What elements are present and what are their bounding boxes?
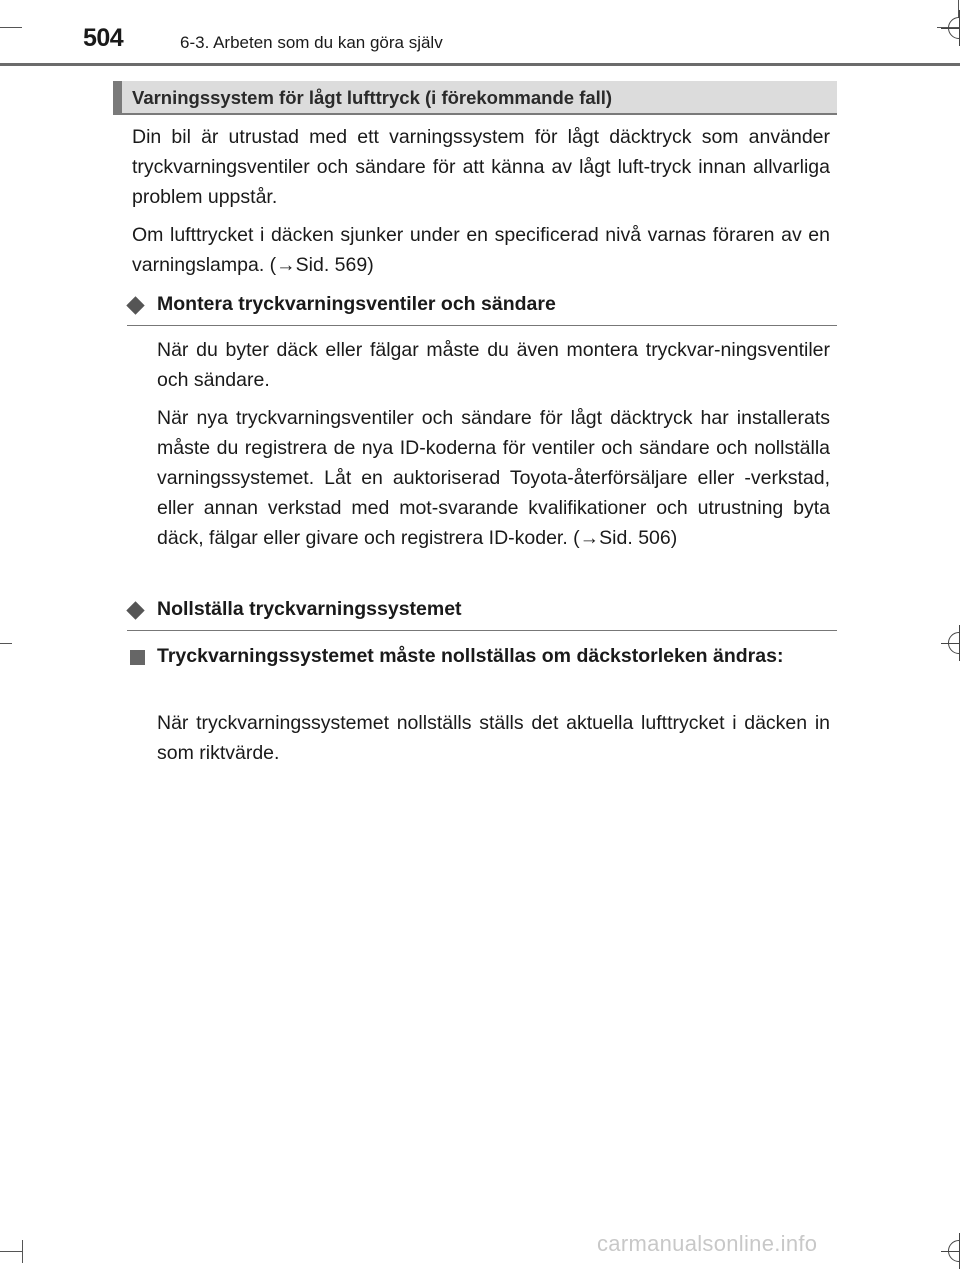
section1-paragraph-1: När du byter däck eller fälgar måste du även montera tryckvar-ningsventiler och sändare. <box>157 339 830 391</box>
bullet-title: Tryckvarningssystemet måste nollställas om däckstorleken ändras: <box>157 645 784 667</box>
section-title-box <box>113 81 837 115</box>
diamond-bullet-icon <box>126 601 144 619</box>
subheading-nollstalla <box>127 598 837 631</box>
section2-paragraph-1: När tryckvarningssystemet nollställs ställs det aktuella lufttrycket i däcken in som riktvärde. <box>157 712 830 764</box>
page-number: 504 <box>83 24 124 52</box>
intro-paragraph-2: Om lufttrycket i däcken sjunker under en specificerad nivå varnas föraren av en varningslampa. (→Sid. 569) <box>132 224 830 276</box>
section1-paragraph-2: När nya tryckvarningsventiler och sändare för lågt däcktryck har installerats måste du registrera de nya ID-koderna för ventiler och sändare och nollställa varningssystemet. Låt en auktoriserad Toyota-återförsäljare eller -verkstad, eller annan verkstad med mot-svarande kvalifikationer och utrustning byta däck, fälgar eller givare och registrera ID-koder. (→Sid. 506) <box>157 407 830 549</box>
crop-mark-bottom-left <box>0 1251 22 1252</box>
crop-mark-mid-left <box>0 643 12 644</box>
subheading-text: Montera tryckvarningsventiler och sändare <box>157 293 556 315</box>
watermark: carmanualsonline.info <box>597 1231 818 1256</box>
diamond-bullet-icon <box>126 296 144 314</box>
section-title: Varningssystem för lågt lufttryck (i förekommande fall) <box>132 87 613 108</box>
header-rule <box>0 63 960 66</box>
registration-mark-bottom <box>948 1240 960 1262</box>
crop-mark-bottom-left-vertical <box>22 1240 23 1263</box>
subheading-text: Nollställa tryckvarningssystemet <box>157 598 462 620</box>
subheading-montera <box>127 293 837 326</box>
intro-paragraph-1: Din bil är utrustad med ett varningssystem för lågt däcktryck som använder tryckvarningsventiler och sändare för att känna av lågt luft-tryck innan allvarliga problem uppstår. <box>132 126 830 208</box>
square-bullet-icon <box>130 650 145 665</box>
crop-mark-top-left <box>0 27 22 28</box>
registration-mark-top <box>948 17 960 39</box>
registration-mark-mid <box>948 632 960 654</box>
title-accent-bar <box>113 81 122 113</box>
section-header: 6-3. Arbeten som du kan göra själv <box>180 33 443 52</box>
